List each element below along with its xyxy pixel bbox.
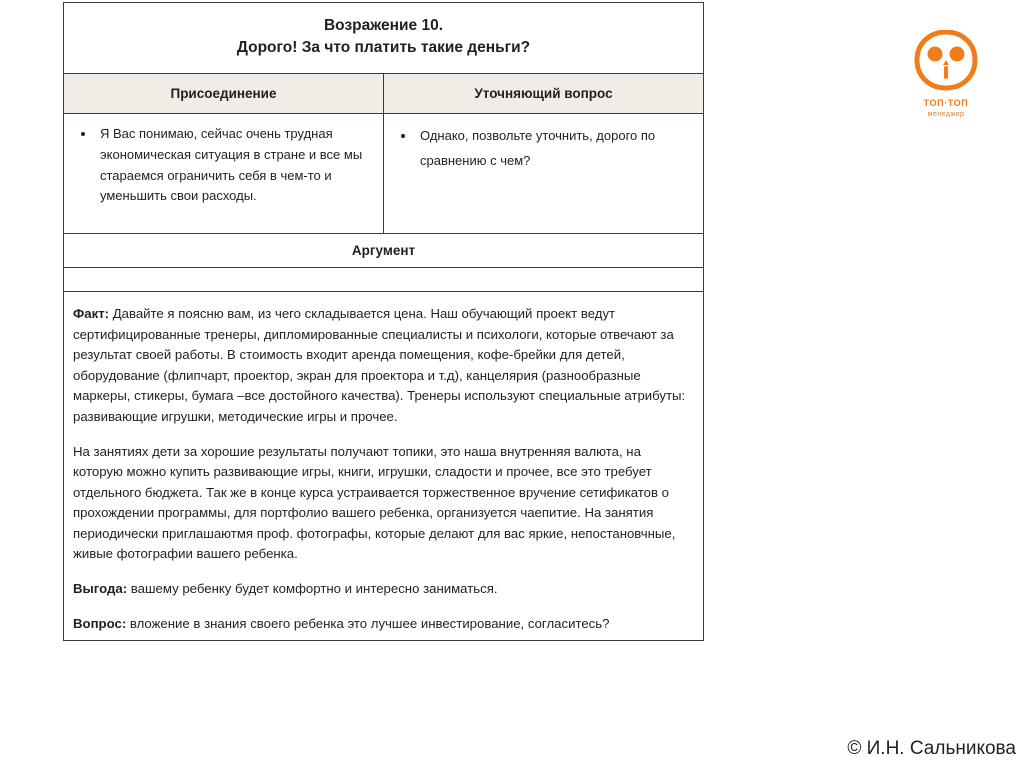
logo-subtitle: менеджер <box>927 109 965 119</box>
benefit-label: Выгода: <box>73 581 128 597</box>
benefit-paragraph <box>73 579 690 600</box>
title-row <box>64 3 703 74</box>
joining-bullet-list <box>74 124 373 207</box>
objection-card <box>63 2 704 641</box>
clarifying-question-content <box>384 114 703 234</box>
argument-body <box>64 292 703 640</box>
column-headers-row <box>64 74 703 114</box>
copyright-notice: © И.Н. Сальникова <box>847 738 1016 759</box>
brand-logo <box>905 30 987 118</box>
question-label: Вопрос: <box>73 615 127 631</box>
argument-header-row <box>64 234 703 268</box>
joining-content <box>64 114 384 234</box>
column-header-clarifying-question: Уточняющий вопрос <box>384 74 703 114</box>
benefit-text: вашему ребенку будет комфортно и интересно заниматься. <box>127 581 498 597</box>
list-item: • Я Вас понимаю, сейчас очень трудная экономическая ситуация в стране и все мы стараемся ограничить себя в чем-то и уменьшить свои расходы. <box>96 124 373 207</box>
column-header-joining: Присоединение <box>64 74 384 114</box>
slide-title-line1: Возражение 10. <box>323 17 444 34</box>
slide-title <box>64 3 703 74</box>
logo-name: ТОП·ТОП <box>923 98 969 108</box>
question-text: вложение в знания своего ребенка это лучшее инвестирование, согласитесь? <box>126 615 610 631</box>
question-paragraph <box>73 614 690 635</box>
argument-spacer-row <box>64 268 703 292</box>
logo-caption <box>905 98 987 118</box>
fact-paragraph <box>73 304 690 428</box>
slide-title-line2: Дорого! За что платить такие деньги? <box>236 39 531 57</box>
argument-spacer <box>64 268 703 292</box>
argument-header: Аргумент <box>64 234 703 268</box>
column-bodies-row <box>64 114 703 234</box>
argument-body-row <box>64 292 703 640</box>
fact-text: Давайте я поясню вам, из чего складывается цена. Наш обучающий проект ведут сертифицированные тренеры, дипломированные специалисты и психологи, которые отвечают за результат своей работы. В стоимость входит аренда помещения, кофе-брейки для детей, оборудование (флипчарт, проектор, экран для проектора и т.д), канцелярия (разнообразные маркеры, стикеры, бумага –все достойного качества). Тренеры используют специальные атрибуты: развивающие игрушки, методические игры и прочее. <box>73 305 686 424</box>
fact-label: Факт: <box>73 305 110 321</box>
clarifying-bullet-list <box>394 124 693 173</box>
second-paragraph: На занятиях дети за хорошие результаты получают топики, это наша внутренняя валюта, на которую можно купить развивающие игры, книги, игрушки, сладости и прочее, все это требует отдельного бюджета. Так же в конце курса устраивается торжественное вручение сетификатов о прохождении программы, для портфолио вашего ребенка, организуется чаепитие. На занятия периодически приглашаютмя проф. фотографы, которые делают для вас яркие, непостановчные, живые фотографии вашего ребенка. <box>73 443 676 562</box>
list-item: • Однако, позвольте уточнить, дорого по сравнению с чем? <box>416 124 693 173</box>
owl-icon <box>913 30 979 92</box>
